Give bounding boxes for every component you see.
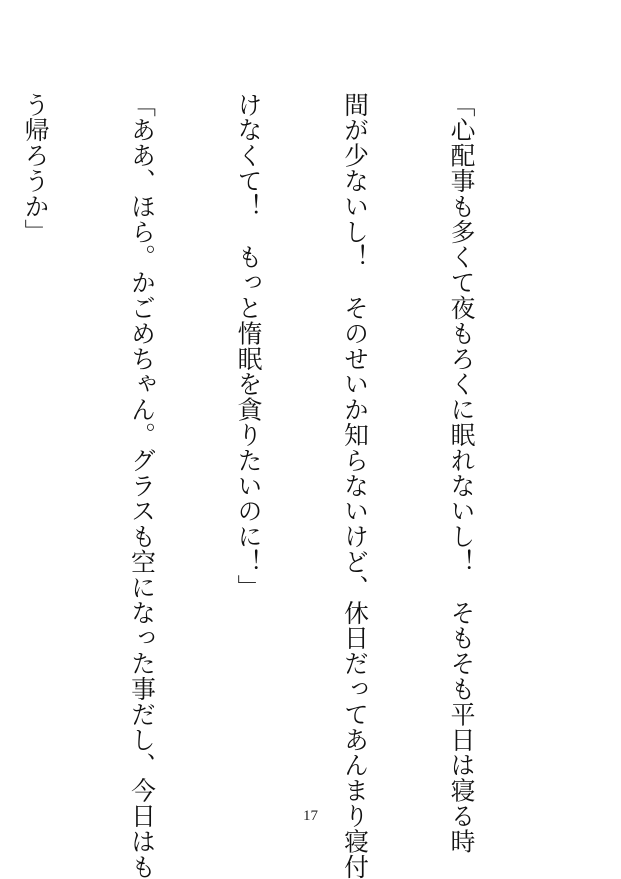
- page-number: 17: [303, 808, 318, 824]
- text-line: 「ああ、ほら。かごめちゃん。グラスも空になった事だし、今日はも: [127, 92, 157, 879]
- text-line: 間が少ないし！ そのせいか知らないけど、休日だってあんまり寝付: [340, 92, 370, 879]
- text-line: 「心配事も多くて夜もろくに眠れないし！ そもそも平日は寝る時: [447, 92, 476, 854]
- text-line: う帰ろうか」: [21, 92, 50, 245]
- text-line: けなくて！ もっと惰眠を貪りたいのに！」: [234, 92, 263, 600]
